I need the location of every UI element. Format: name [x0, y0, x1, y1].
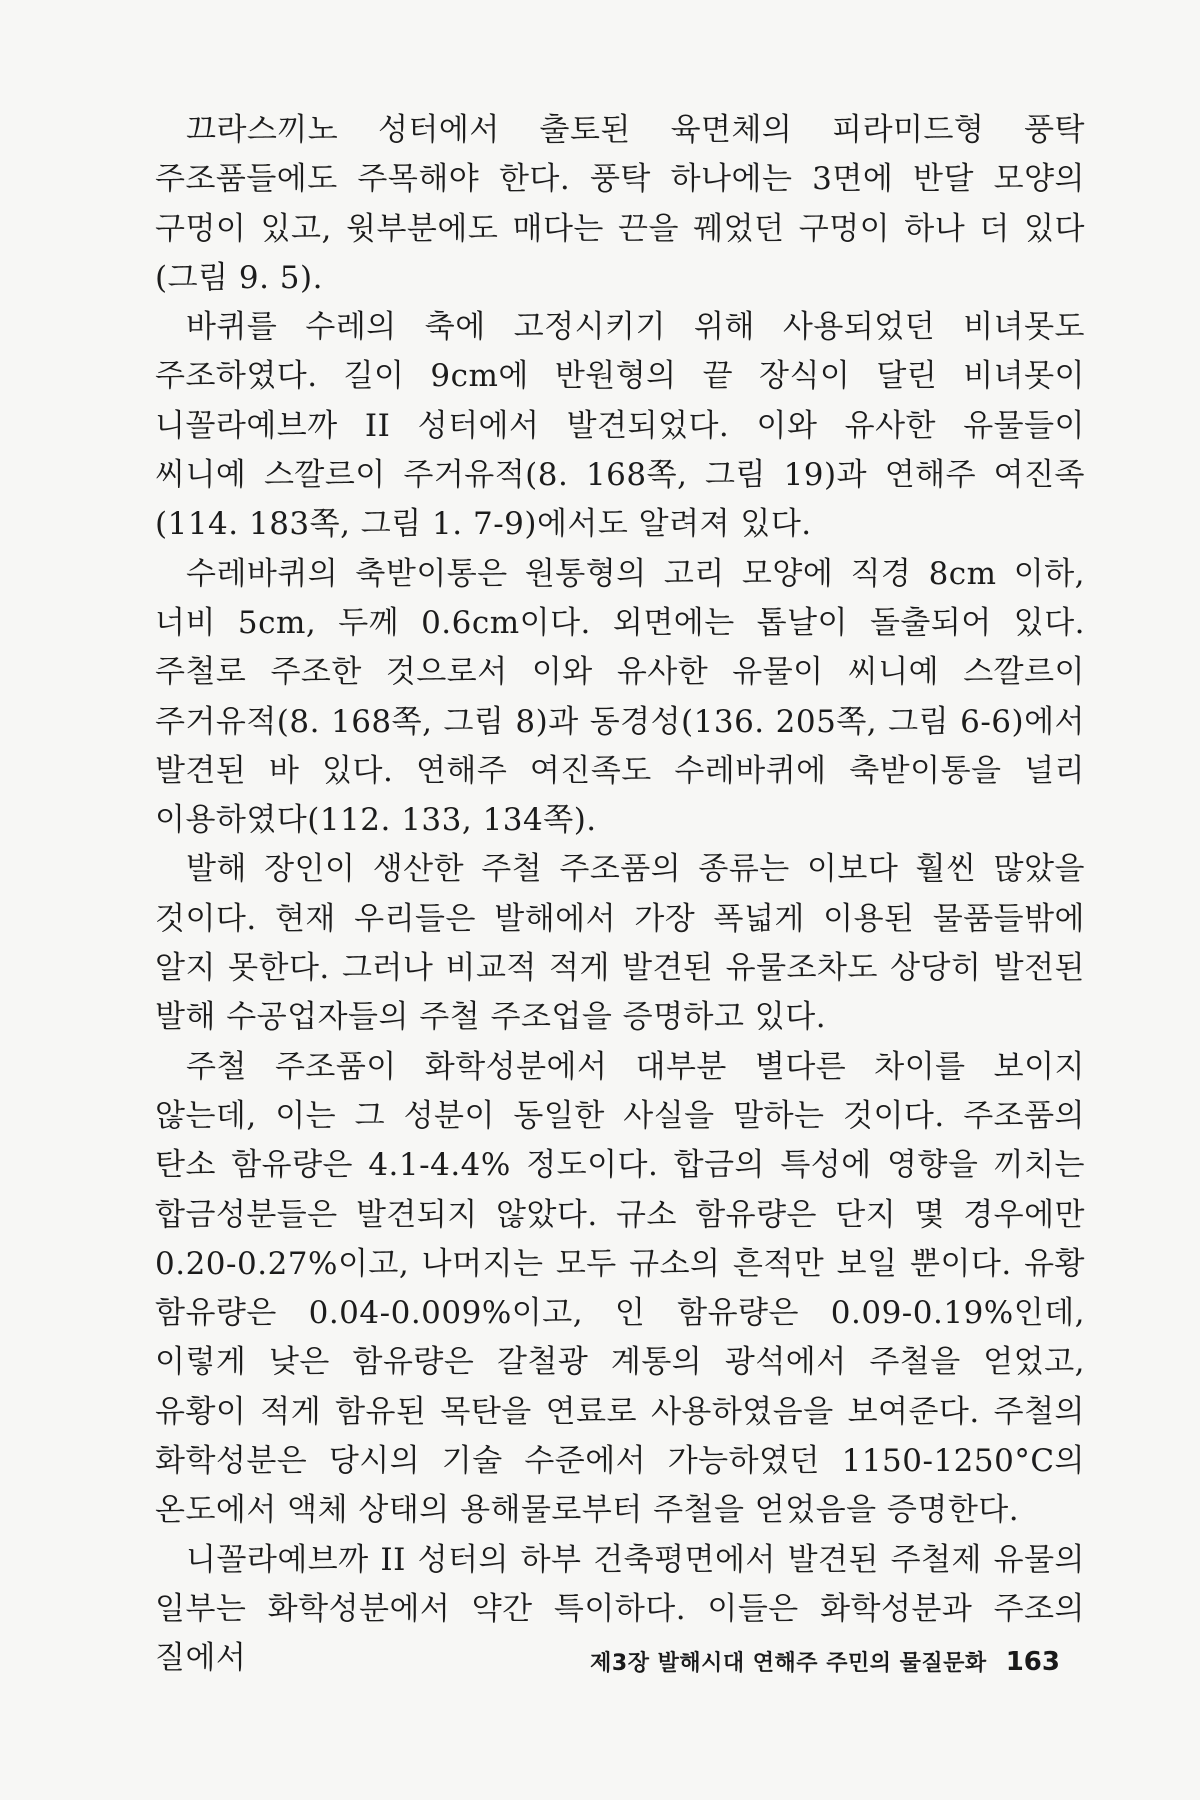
paragraph-4: 발해 장인이 생산한 주철 주조품의 종류는 이보다 훨씬 많았을 것이다. 현재 우리들은 발해에서 가장 폭넓게 이용된 물품들밖에 알지 못한다. 그러나 비교적 적게 발견된 유물조차도 상당히 발전된 발해 수공업자들의 주철 주조업을 증명하고 있다.	[155, 851, 1085, 1036]
page-number: 163	[1005, 1647, 1060, 1677]
paragraph-3: 수레바퀴의 축받이통은 원통형의 고리 모양에 직경 8cm 이하, 너비 5cm, 두께 0.6cm이다. 외면에는 톱날이 돌출되어 있다. 주철로 주조한 것으로서 이와 유사한 유물이 씨니예 스깔르이 주거유적(8. 168쪽, 그림 8)과 동경성(136. 205쪽, 그림 6-6)에서 발견된 바 있다. 연해주 여진족도 수레바퀴에 축받이통을 널리 이용하였다(112. 133, 134쪽).	[155, 555, 1085, 839]
body-text	[155, 106, 1085, 1684]
paragraph-5: 주철 주조품이 화학성분에서 대부분 별다른 차이를 보이지 않는데, 이는 그 성분이 동일한 사실을 말하는 것이다. 주조품의 탄소 함유량은 4.1-4.4% 정도이다. 합금의 특성에 영향을 끼치는 합금성분들은 발견되지 않았다. 규소 함유량은 단지 몇 경우에만 0.20-0.27%이고, 나머지는 모두 규소의 흔적만 보일 뿐이다. 유황 함유량은 0.04-0.009%이고, 인 함유량은 0.09-0.19%인데, 이렇게 낮은 함유량은 갈철광 계통의 광석에서 주철을 얻었고, 유황이 적게 함유된 목탄을 연료로 사용하였음을 보여준다. 주철의 화학성분은 당시의 기술 수준에서 가능하였던 1150-1250°C의 온도에서 액체 상태의 용해물로부터 주철을 얻었음을 증명한다.	[155, 1048, 1085, 1529]
paragraph-6: 니꼴라예브까 II 성터의 하부 건축평면에서 발견된 주철제 유물의 일부는 화학성분에서 약간 특이하다. 이들은 화학성분과 주조의 질에서	[155, 1541, 1085, 1677]
paragraph-2: 바퀴를 수레의 축에 고정시키기 위해 사용되었던 비녀못도 주조하였다. 길이 9cm에 반원형의 끝 장식이 달린 비녀못이 니꼴라예브까 II 성터에서 발견되었다. 이와 유사한 유물들이 씨니예 스깔르이 주거유적(8. 168쪽, 그림 19)과 연해주 여진족(114. 183쪽, 그림 1. 7-9)에서도 알려져 있다.	[155, 309, 1085, 543]
running-footer-chapter: 제3장 발해시대 연해주 주민의 물질문화	[590, 1651, 987, 1676]
page-footer	[570, 1646, 1060, 1677]
paragraph-1: 끄라스끼노 성터에서 출토된 육면체의 피라미드형 풍탁 주조품들에도 주목해야 한다. 풍탁 하나에는 3면에 반달 모양의 구멍이 있고, 윗부분에도 매다는 끈을 꿰었던 구멍이 하나 더 있다(그림 9. 5).	[155, 112, 1085, 296]
